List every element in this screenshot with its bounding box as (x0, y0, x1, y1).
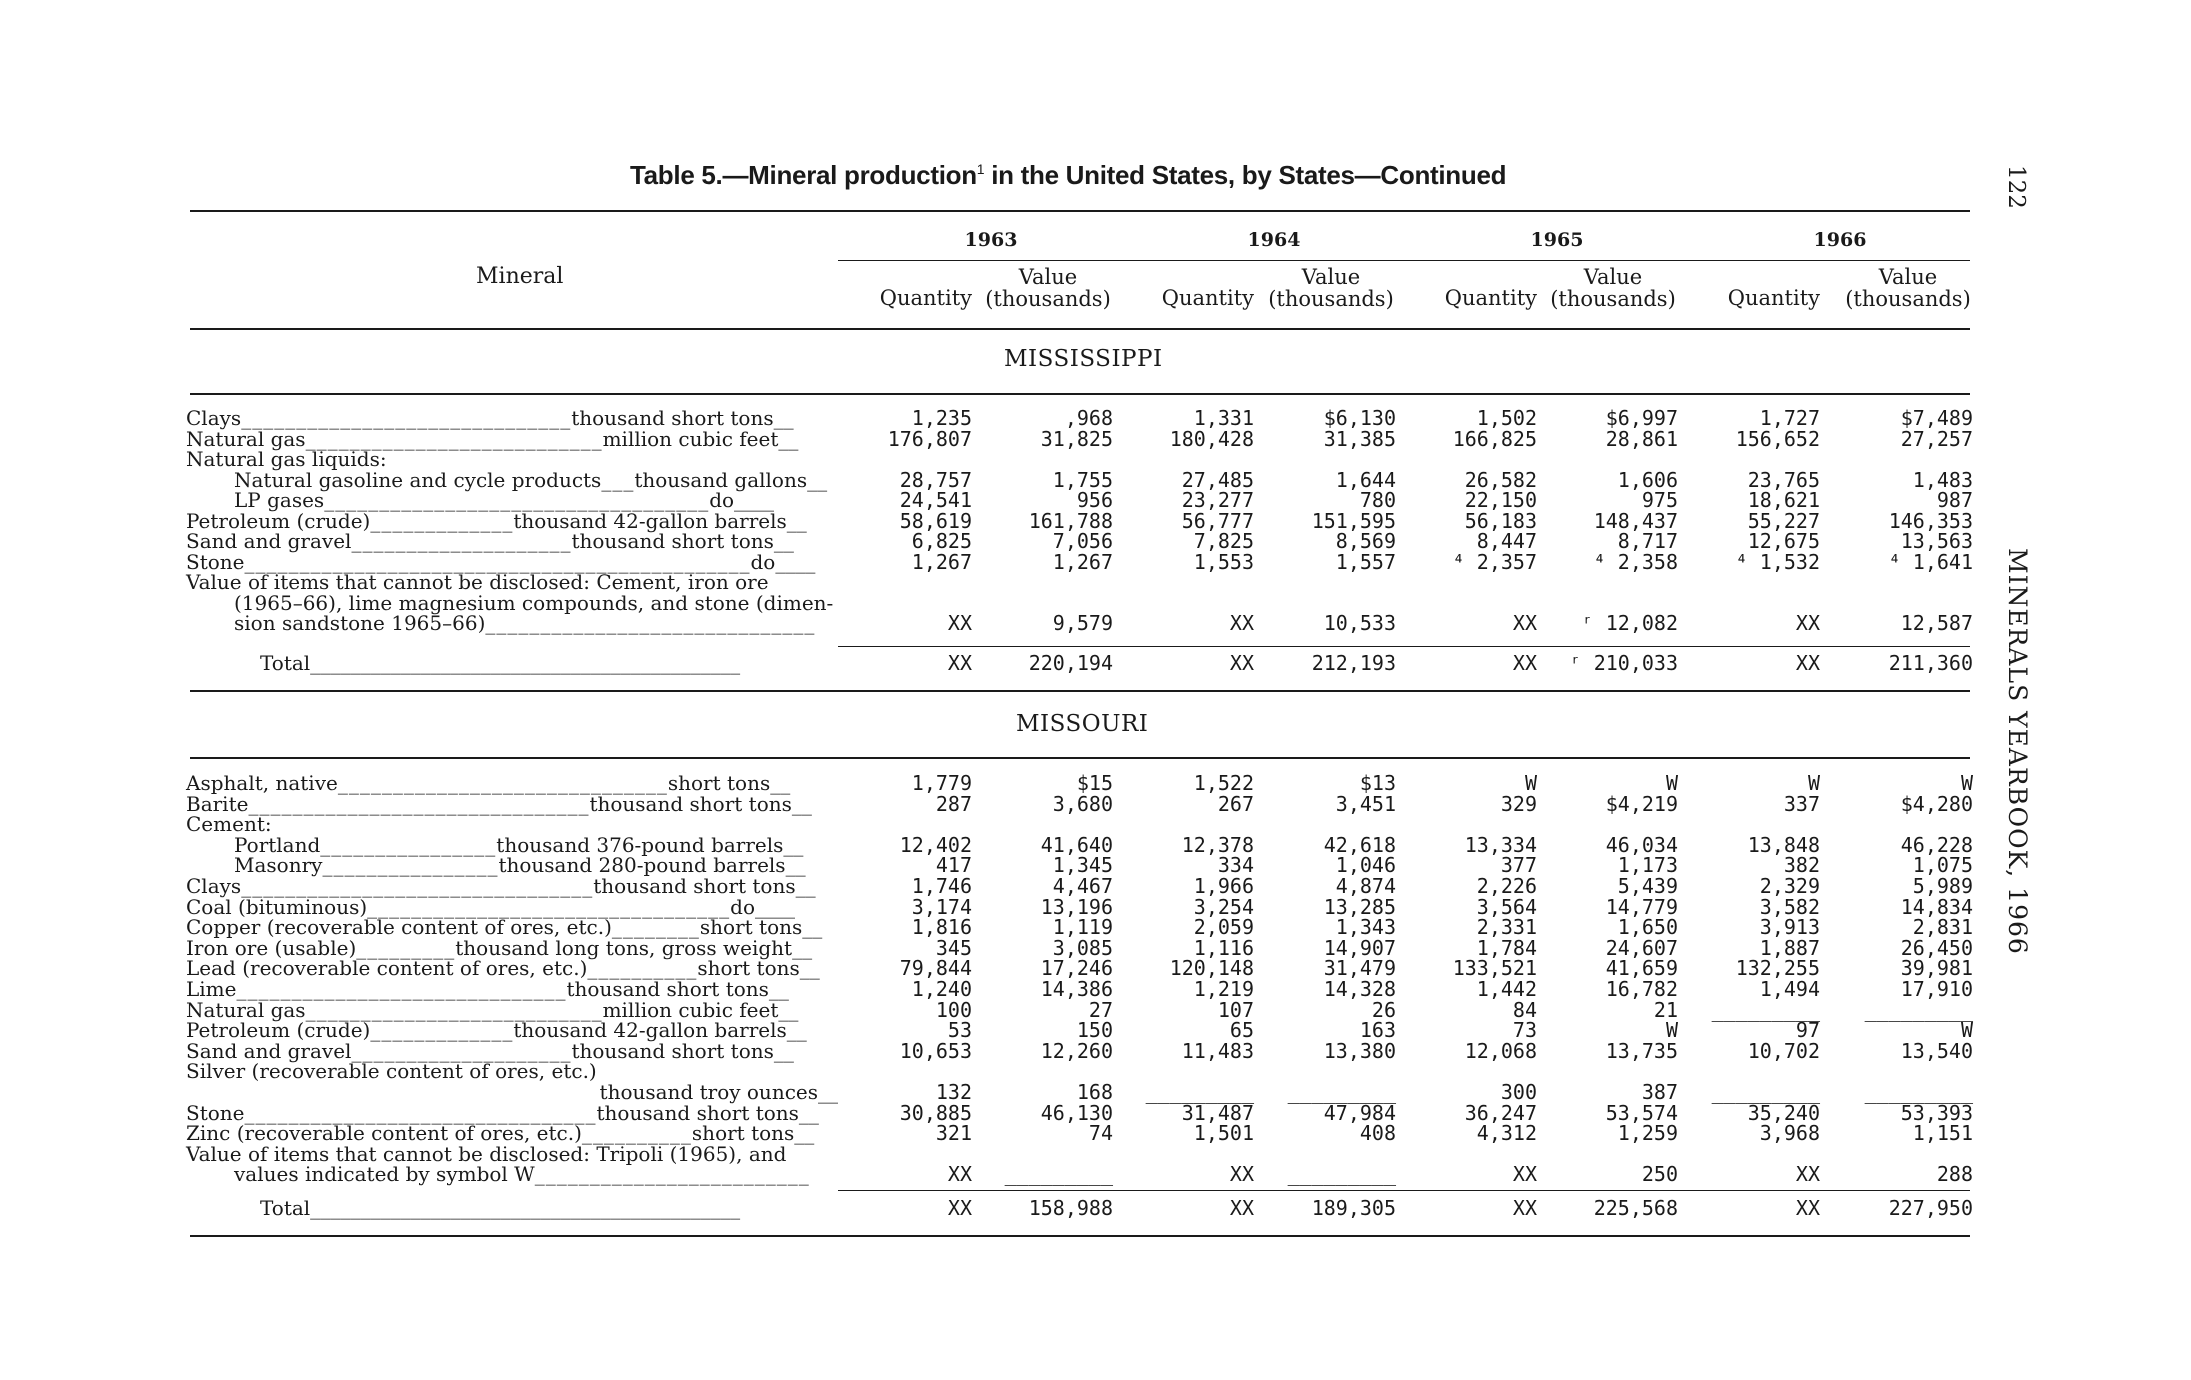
table-cell: 14,834 (1900, 894, 1973, 919)
row-label: Petroleum (crude)_____________thousand 42-gallon barrels__ (186, 508, 807, 533)
row-label: (1965–66), lime magnesium compounds, and stone (dimen- (234, 590, 834, 615)
table-cell: 1,784 (1476, 935, 1537, 960)
table-cell: 288 (1936, 1162, 1973, 1187)
table-cell: 334 (1217, 853, 1254, 878)
table-cell: 5,989 (1912, 874, 1973, 898)
year-rule (838, 260, 1970, 261)
row-label: Sand and gravel____________________thousand short tons__ (186, 1038, 794, 1063)
table-cell: 31,825 (1040, 426, 1113, 451)
table-cell: 2,329 (1759, 874, 1820, 898)
missouri-rule (190, 757, 1970, 759)
row-label: Stone______________________________________________do____ (186, 549, 816, 574)
mississippi-total-rule (838, 646, 1970, 647)
table-cell: XX (1795, 651, 1820, 675)
table-cell: 7,825 (1193, 529, 1254, 553)
value-header: Value (thousands) (1268, 265, 1394, 312)
table-cell: 1,240 (911, 977, 972, 1001)
table-cell: 161,788 (1028, 508, 1113, 533)
page-number: 122 (2003, 165, 2029, 209)
mineral-header: Mineral (476, 264, 564, 289)
table-cell: XX (1795, 611, 1820, 635)
table-cell: XX (947, 611, 972, 635)
table-cell: 987 (1936, 488, 1973, 512)
table-cell: 30,885 (899, 1100, 972, 1125)
table-cell: ʳ 12,082 (1581, 611, 1678, 635)
row-label: Stone________________________________thousand short tons__ (186, 1100, 819, 1125)
table-cell: 31,385 (1323, 426, 1396, 451)
table-cell: 97 (1795, 1018, 1820, 1043)
table-cell: 27,485 (1181, 467, 1254, 492)
table-cell: 1,644 (1335, 467, 1396, 492)
table-cell: 120,148 (1169, 956, 1254, 981)
table-cell: 65 (1229, 1018, 1254, 1043)
table-cell: 1,502 (1476, 406, 1537, 430)
table-cell: XX (1512, 651, 1537, 675)
table-cell: 1,966 (1193, 874, 1254, 898)
table-cell: 26,450 (1900, 935, 1973, 960)
table-cell: XX (1795, 1196, 1820, 1220)
table-cell: 84 (1512, 997, 1537, 1022)
row-label: Clays______________________________thousand short tons__ (186, 406, 794, 430)
table-cell: 13,334 (1464, 832, 1537, 857)
running-head: MINERALS YEARBOOK, 1966 (2003, 548, 2032, 955)
table-cell: _________ (1864, 1080, 1973, 1104)
row-label: Natural gas liquids: (186, 447, 387, 471)
table-cell: $6,130 (1323, 406, 1396, 430)
table-cell: 1,606 (1617, 467, 1678, 492)
table-cell: 1,501 (1193, 1121, 1254, 1146)
table-cell: 1,553 (1193, 549, 1254, 574)
row-label: Petroleum (crude)_____________thousand 42-gallon barrels__ (186, 1018, 807, 1043)
table-cell: 10,653 (899, 1038, 972, 1063)
table-cell: 13,540 (1900, 1038, 1973, 1063)
table-cell: XX (1229, 1162, 1254, 1187)
table-cell: _________ (1287, 1080, 1396, 1104)
table-cell: 780 (1359, 488, 1396, 512)
year-header-1964: 1964 (1247, 229, 1301, 251)
row-label: Copper (recoverable content of ores, etc.)________short tons__ (186, 915, 823, 940)
table-cell: 3,085 (1052, 935, 1113, 960)
table-cell: 1,522 (1193, 771, 1254, 795)
table-cell: 4,312 (1476, 1121, 1537, 1146)
table-cell: 345 (935, 935, 972, 960)
table-cell: 417 (935, 853, 972, 878)
table-cell: 2,059 (1193, 915, 1254, 940)
header-bottom-rule (190, 328, 1970, 330)
table-cell: 27 (1088, 997, 1113, 1022)
table-cell: 975 (1641, 488, 1678, 512)
row-label: Barite_______________________________thousand short tons__ (186, 791, 812, 816)
table-cell: 220,194 (1028, 651, 1113, 675)
table-cell: 146,353 (1888, 508, 1973, 533)
table-cell: XX (1229, 611, 1254, 635)
table-cell: 148,437 (1593, 508, 1678, 533)
table-cell: 41,659 (1605, 956, 1678, 981)
table-cell: 1,046 (1335, 853, 1396, 878)
value-header: Value (thousands) (1550, 265, 1676, 312)
table-cell: 150 (1076, 1018, 1113, 1043)
table-cell: 24,607 (1605, 935, 1678, 960)
table-cell: 1,267 (911, 549, 972, 574)
row-label: Silver (recoverable content of ores, etc.) (186, 1059, 597, 1084)
year-header-1965: 1965 (1530, 229, 1584, 251)
table-cell: 12,260 (1040, 1038, 1113, 1063)
table-cell: 2,331 (1476, 915, 1537, 940)
table-cell: 4,874 (1335, 874, 1396, 898)
table-cell: 46,034 (1605, 832, 1678, 857)
table-cell: 24,541 (899, 488, 972, 512)
quantity-header: Quantity (1161, 286, 1254, 310)
table-cell: 3,913 (1759, 915, 1820, 940)
table-cell: 1,755 (1052, 467, 1113, 492)
table-cell: 8,447 (1476, 529, 1537, 553)
table-cell: 13,380 (1323, 1038, 1396, 1063)
row-label: Asphalt, native______________________________short tons__ (186, 771, 791, 795)
table-cell: 1,219 (1193, 977, 1254, 1001)
table-cell: XX (1512, 611, 1537, 635)
table-cell: 3,968 (1759, 1121, 1820, 1146)
row-label: Value of items that cannot be disclosed: Cement, iron ore (186, 570, 769, 594)
table-cell: 132,255 (1735, 956, 1820, 981)
table-cell: 13,196 (1040, 894, 1113, 919)
table-cell: 21 (1653, 997, 1678, 1022)
table-cell: 250 (1641, 1162, 1678, 1187)
mississippi-rule (190, 393, 1970, 395)
table-cell: 287 (935, 791, 972, 816)
row-label: sion sandstone 1965–66)______________________________ (234, 611, 816, 635)
table-cell: 36,247 (1464, 1100, 1537, 1125)
table-cell: 10,702 (1747, 1038, 1820, 1063)
table-cell: 133,521 (1452, 956, 1537, 981)
table-cell: 1,442 (1476, 977, 1537, 1001)
table-cell: W (1665, 771, 1678, 795)
table-cell: 46,228 (1900, 832, 1973, 857)
table-cell: ,968 (1064, 406, 1113, 430)
table-cell: _________ (1145, 1080, 1254, 1104)
table-cell: 56,777 (1181, 508, 1254, 533)
table-cell: 1,494 (1759, 977, 1820, 1001)
table-cell: 225,568 (1593, 1196, 1678, 1220)
table-cell: 23,277 (1181, 488, 1254, 512)
table-cell: 12,587 (1900, 611, 1973, 635)
table-cell: _________ (1287, 1162, 1396, 1187)
year-header-1966: 1966 (1813, 229, 1867, 251)
row-label: Cement: (186, 812, 272, 837)
table-cell: ʳ 210,033 (1569, 651, 1678, 675)
top-rule (190, 210, 1970, 212)
table-cell: 321 (935, 1121, 972, 1146)
table-cell: 1,557 (1335, 549, 1396, 574)
table-cell: 166,825 (1452, 426, 1537, 451)
table-cell: 14,386 (1040, 977, 1113, 1001)
table-cell: 377 (1500, 853, 1537, 878)
table-cell: XX (947, 1196, 972, 1220)
table-cell: 168 (1076, 1080, 1113, 1104)
table-cell: 387 (1641, 1080, 1678, 1104)
table-cell: 1,727 (1759, 406, 1820, 430)
table-cell: 47,984 (1323, 1100, 1396, 1125)
table-cell: 1,816 (911, 915, 972, 940)
row-label: Coal (bituminous)_________________________________do____ (186, 894, 796, 919)
table-cell: 1,650 (1617, 915, 1678, 940)
row-label: Iron ore (usable)_________thousand long tons, gross weight__ (186, 935, 813, 960)
row-label: Portland________________thousand 376-pound barrels__ (234, 832, 804, 857)
table-cell: 53,574 (1605, 1100, 1678, 1125)
table-cell: 26 (1371, 997, 1396, 1022)
table-cell: 11,483 (1181, 1038, 1254, 1063)
quantity-header: Quantity (1727, 286, 1820, 310)
table-cell: 8,569 (1335, 529, 1396, 553)
table-cell: 22,150 (1464, 488, 1537, 512)
table-cell: 55,227 (1747, 508, 1820, 533)
table-cell: 107 (1217, 997, 1254, 1022)
table-cell: $4,219 (1605, 791, 1678, 816)
table-cell: 329 (1500, 791, 1537, 816)
table-cell: 14,779 (1605, 894, 1678, 919)
table-cell: 14,907 (1323, 935, 1396, 960)
table-title: Table 5.—Mineral production$^1$ in the United States, by States—Continued (630, 160, 1507, 190)
table-cell: 10,533 (1323, 611, 1396, 635)
row-label: values indicated by symbol W_________________________ (234, 1162, 810, 1187)
table-cell: 1,119 (1052, 915, 1113, 940)
table-cell: W (1524, 771, 1537, 795)
table-cell: XX (947, 1162, 972, 1187)
table-cell: 180,428 (1169, 426, 1254, 451)
table-cell: 5,439 (1617, 874, 1678, 898)
table-cell: $13 (1359, 771, 1396, 795)
table-cell: 18,621 (1747, 488, 1820, 512)
table-cell: 408 (1359, 1121, 1396, 1146)
table-cell: 7,056 (1052, 529, 1113, 553)
table-cell: 26,582 (1464, 467, 1537, 492)
total-label: Total___________________________________________ (260, 651, 741, 675)
table-cell: 53 (947, 1018, 972, 1043)
table-cell: 31,487 (1181, 1100, 1254, 1125)
table-cell: XX (947, 651, 972, 675)
title-footnote: 1 (976, 161, 985, 177)
table-cell: 158,988 (1028, 1196, 1113, 1220)
table-cell: 337 (1783, 791, 1820, 816)
table-cell: 956 (1076, 488, 1113, 512)
table-cell: 42,618 (1323, 832, 1396, 857)
row-label: Masonry________________thousand 280-pound barrels__ (234, 853, 806, 878)
table-cell: ⁴ 2,358 (1593, 549, 1678, 574)
table-cell: _________ (1004, 1162, 1113, 1187)
table-cell: 56,183 (1464, 508, 1537, 533)
table-cell: 163 (1359, 1018, 1396, 1043)
table-cell: 1,331 (1193, 406, 1254, 430)
table-cell: 1,259 (1617, 1121, 1678, 1146)
table-cell: 227,950 (1888, 1196, 1973, 1220)
table-cell: 23,765 (1747, 467, 1820, 492)
table-cell: 9,579 (1052, 611, 1113, 635)
table-cell: W (1665, 1018, 1678, 1043)
table-cell: 16,782 (1605, 977, 1678, 1001)
table-cell: 1,887 (1759, 935, 1820, 960)
table-cell: 1,345 (1052, 853, 1113, 878)
table-cell: 46,130 (1040, 1100, 1113, 1125)
table-cell: 6,825 (911, 529, 972, 553)
value-header: Value (thousands) (1845, 265, 1971, 312)
table-cell: 13,735 (1605, 1038, 1678, 1063)
table-cell: 79,844 (899, 956, 972, 981)
table-cell: ⁴ 1,532 (1735, 549, 1820, 574)
table-cell: 176,807 (887, 426, 972, 451)
state-heading-mississippi: MISSISSIPPI (1004, 346, 1163, 372)
table-cell: 189,305 (1311, 1196, 1396, 1220)
row-label: Value of items that cannot be disclosed: Tripoli (1965), and (186, 1141, 787, 1166)
table-cell: XX (1512, 1162, 1537, 1187)
table-cell: 1,075 (1912, 853, 1973, 878)
table-cell: W (1960, 1018, 1973, 1043)
table-cell: XX (1795, 1162, 1820, 1187)
quantity-header: Quantity (1444, 286, 1537, 310)
table-cell: 3,254 (1193, 894, 1254, 919)
table-cell: 1,343 (1335, 915, 1396, 940)
table-cell: 1,173 (1617, 853, 1678, 878)
total-label: Total___________________________________________ (260, 1196, 741, 1220)
table-cell: 39,981 (1900, 956, 1973, 981)
row-label: Natural gas___________________________million cubic feet__ (186, 997, 799, 1022)
missouri-bottom-rule (190, 1235, 1970, 1237)
table-cell: W (1807, 771, 1820, 795)
table-cell: 100 (935, 997, 972, 1022)
row-label: Natural gas___________________________million cubic feet__ (186, 426, 799, 451)
table-cell: 27,257 (1900, 426, 1973, 451)
missouri-total-rule (838, 1190, 1970, 1191)
value-header: Value (thousands) (985, 265, 1111, 312)
table-cell: 3,174 (911, 894, 972, 919)
table-cell: 1,267 (1052, 549, 1113, 574)
table-cell: 211,360 (1888, 651, 1973, 675)
table-cell: 73 (1512, 1018, 1537, 1043)
table-cell: 1,779 (911, 771, 972, 795)
table-cell: 382 (1783, 853, 1820, 878)
table-cell: $7,489 (1900, 406, 1973, 430)
table-cell: 12,378 (1181, 832, 1254, 857)
table-cell: _________ (1864, 997, 1973, 1022)
table-cell: 41,640 (1040, 832, 1113, 857)
table-cell: 13,563 (1900, 529, 1973, 553)
table-cell: 74 (1088, 1121, 1113, 1146)
table-cell: 1,151 (1912, 1121, 1973, 1146)
table-cell: XX (1512, 1196, 1537, 1220)
table-cell: XX (1229, 651, 1254, 675)
table-cell: 156,652 (1735, 426, 1820, 451)
table-cell: $6,997 (1605, 406, 1678, 430)
table-cell: 2,226 (1476, 874, 1537, 898)
table-cell: 1,483 (1912, 467, 1973, 492)
table-cell: XX (1229, 1196, 1254, 1220)
table-cell: 1,235 (911, 406, 972, 430)
table-cell: 3,564 (1476, 894, 1537, 919)
table-cell: 3,582 (1759, 894, 1820, 919)
table-cell: 28,757 (899, 467, 972, 492)
row-label: LP gases___________________________________do____ (234, 488, 775, 512)
state-heading-missouri: MISSOURI (1016, 711, 1149, 737)
table-cell: 267 (1217, 791, 1254, 816)
table-cell: _________ (1711, 997, 1820, 1022)
table-cell: 12,675 (1747, 529, 1820, 553)
table-cell: 58,619 (899, 508, 972, 533)
table-cell: 212,193 (1311, 651, 1396, 675)
table-cell: 3,680 (1052, 791, 1113, 816)
row-label: Lime______________________________thousand short tons__ (186, 977, 789, 1001)
table-cell: 3,451 (1335, 791, 1396, 816)
mississippi-bottom-rule (190, 690, 1970, 692)
table-cell: 8,717 (1617, 529, 1678, 553)
row-label: Clays________________________________thousand short tons__ (186, 874, 816, 898)
table-cell: 35,240 (1747, 1100, 1820, 1125)
table-cell: 300 (1500, 1080, 1537, 1104)
quantity-header: Quantity (879, 286, 972, 310)
table-cell: 28,861 (1605, 426, 1678, 451)
table-cell: 31,479 (1323, 956, 1396, 981)
table-cell: 14,328 (1323, 977, 1396, 1001)
table-cell: 17,910 (1900, 977, 1973, 1001)
row-label: Zinc (recoverable content of ores, etc.)__________short tons__ (186, 1121, 815, 1146)
row-label: thousand troy ounces__ (599, 1080, 838, 1104)
table-cell: 12,068 (1464, 1038, 1537, 1063)
table-cell: 13,285 (1323, 894, 1396, 919)
table-cell: _________ (1711, 1080, 1820, 1104)
year-header-1963: 1963 (964, 229, 1018, 251)
table-cell: ⁴ 2,357 (1452, 549, 1537, 574)
table-cell: 4,467 (1052, 874, 1113, 898)
table-cell: 151,595 (1311, 508, 1396, 533)
table-cell: 17,246 (1040, 956, 1113, 981)
table-cell: 13,848 (1747, 832, 1820, 857)
table-cell: ⁴ 1,641 (1888, 549, 1973, 574)
table-cell: 2,831 (1912, 915, 1973, 940)
table-cell: 132 (935, 1080, 972, 1104)
table-cell: W (1960, 771, 1973, 795)
table-cell: $15 (1076, 771, 1113, 795)
table-cell: $4,280 (1900, 791, 1973, 816)
row-label: Natural gasoline and cycle products___thousand gallons__ (234, 467, 828, 492)
table-cell: 1,116 (1193, 935, 1254, 960)
table-cell: 12,402 (899, 832, 972, 857)
row-label: Sand and gravel____________________thousand short tons__ (186, 529, 794, 553)
table-cell: 1,746 (911, 874, 972, 898)
row-label: Lead (recoverable content of ores, etc.)__________short tons__ (186, 956, 820, 981)
table-cell: 53,393 (1900, 1100, 1973, 1125)
